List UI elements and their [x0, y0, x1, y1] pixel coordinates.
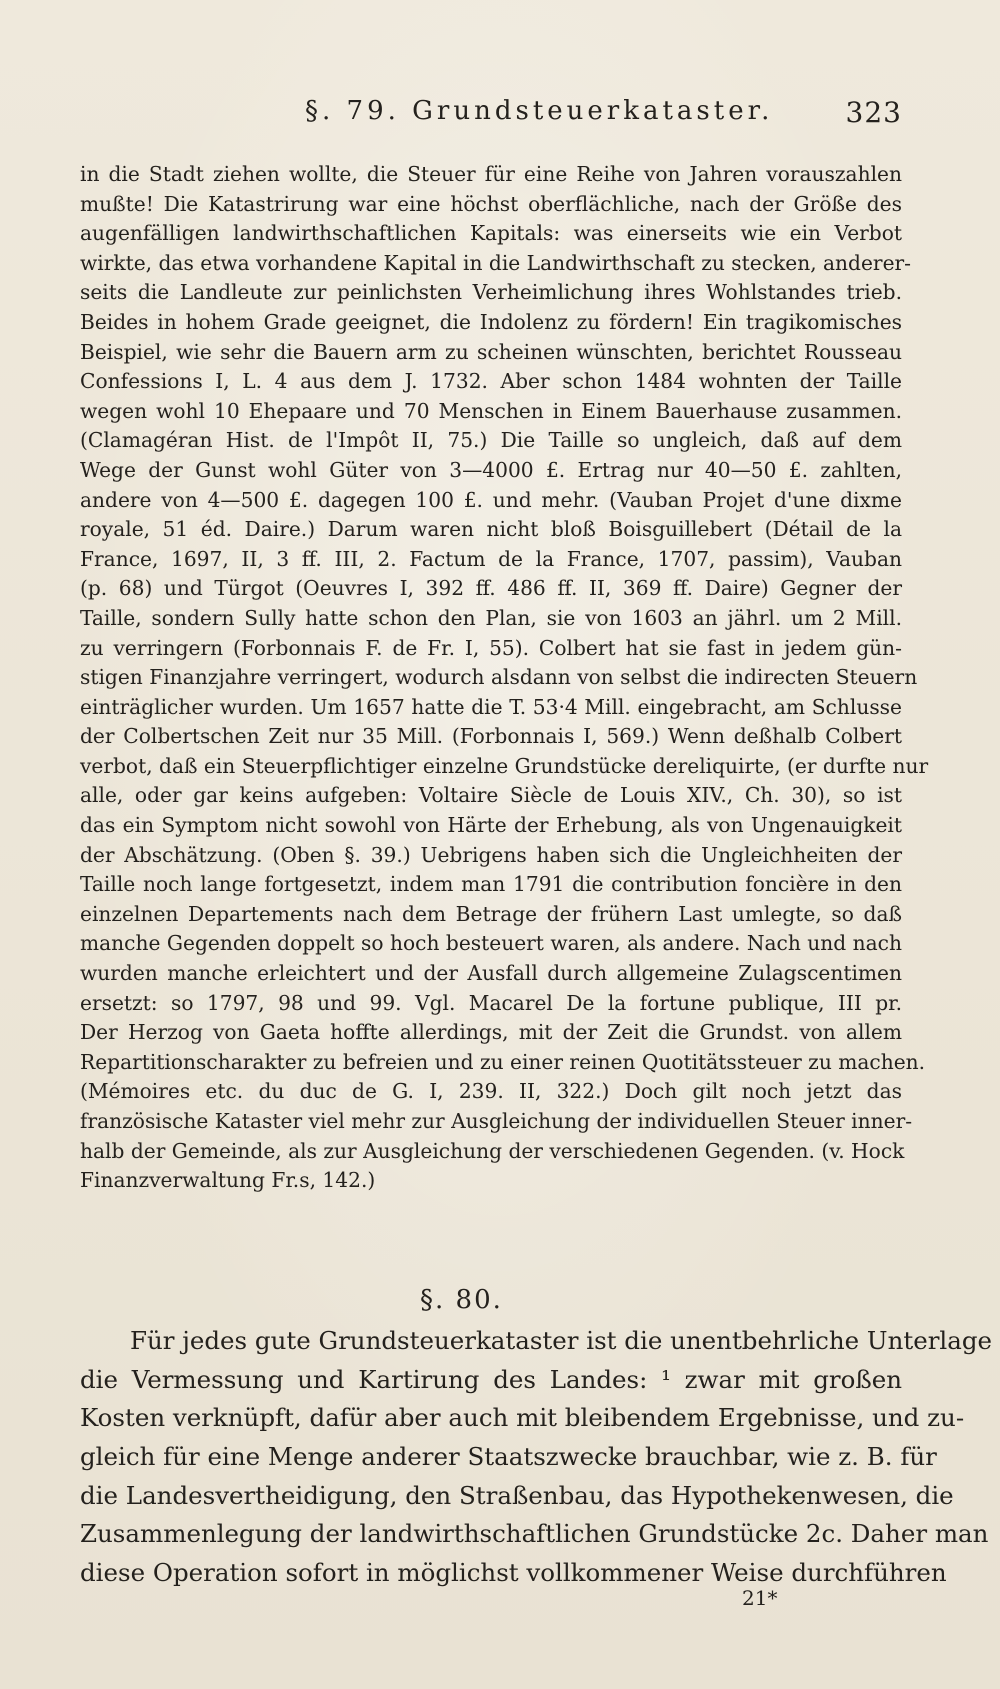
note-line: zu verringern (Forbonnais F. de Fr. I, 55). Colbert hat sie fast in jedem gün-	[80, 635, 902, 660]
body-line: die Vermessung und Kartirung des Landes: ¹ zwar mit großen	[80, 1364, 902, 1394]
body-line: Zusammenlegung der landwirthschaftlichen Grundstücke 2c. Daher man	[80, 1519, 989, 1549]
note-line: wirkte, das etwa vorhandene Kapital in die Landwirthschaft zu stecken, anderer-	[80, 250, 911, 275]
running-title: §. 79. Grundsteuerkataster.	[305, 96, 774, 126]
note-line: andere von 4—500 £. dagegen 100 £. und mehr. (Vauban Projet d'une dixme	[80, 487, 902, 512]
page-number: 323	[845, 96, 902, 129]
note-line: einträglicher wurden. Um 1657 hatte die T. 53·4 Mill. eingebracht, am Schlusse	[80, 694, 902, 719]
section-heading: §. 80.	[420, 1285, 503, 1315]
note-line: augenfälligen landwirthschaftlichen Kapitals: was einerseits wie ein Verbot	[80, 221, 902, 246]
note-line: France, 1697, II, 3 ff. III, 2. Factum de la France, 1707, passim), Vauban	[80, 546, 902, 571]
note-line: Repartitionscharakter zu befreien und zu einer reinen Quotitätssteuer zu machen.	[80, 1049, 926, 1074]
note-line: wurden manche erleichtert und der Ausfall durch allgemeine Zulagscentimen	[80, 961, 902, 986]
note-line: (Clamagéran Hist. de l'Impôt II, 75.) Die Taille so ungleich, daß auf dem	[80, 428, 902, 453]
note-line: (Mémoires etc. du duc de G. I, 239. II, 322.) Doch gilt noch jetzt das	[80, 1079, 902, 1104]
note-line: Der Herzog von Gaeta hoffte allerdings, mit der Zeit die Grundst. von allem	[80, 1020, 902, 1045]
footnote-continuation	[80, 160, 929, 1196]
note-line: einzelnen Departements nach dem Betrage der frühern Last umlegte, so daß	[80, 901, 902, 926]
note-line: Finanzverwaltung Fr.s, 142.)	[80, 1168, 376, 1193]
note-line: verbot, daß ein Steuerpflichtiger einzelne Grundstücke dereliquirte, (er durfte nur	[80, 753, 929, 778]
note-line: das ein Symptom nicht sowohl von Härte der Erhebung, als von Ungenauigkeit	[80, 813, 902, 838]
note-line: stigen Finanzjahre verringert, wodurch alsdann von selbst die indirecten Steuern	[80, 665, 918, 690]
note-line: der Abschätzung. (Oben §. 39.) Uebrigens haben sich die Ungleichheiten der	[80, 842, 902, 867]
note-line: Taille, sondern Sully hatte schon den Plan, sie von 1603 an jährl. um 2 Mill.	[80, 605, 902, 630]
note-line: alle, oder gar keins aufgeben: Voltaire Siècle de Louis XIV., Ch. 30), so ist	[80, 783, 902, 808]
note-line: (p. 68) und Türgot (Oeuvres I, 392 ff. 486 ff. II, 369 ff. Daire) Gegner der	[80, 576, 902, 601]
note-line: Confessions I, L. 4 aus dem J. 1732. Aber schon 1484 wohnten der Taille	[80, 369, 902, 394]
note-line: ersetzt: so 1797, 98 und 99. Vgl. Macarel De la fortune publique, III pr.	[80, 990, 902, 1015]
note-line: Taille noch lange fortgesetzt, indem man 1791 die contribution foncière in den	[80, 872, 902, 897]
note-line: royale, 51 éd. Daire.) Darum waren nicht bloß Boisguillebert (Détail de la	[80, 517, 902, 542]
note-line: Beides in hohem Grade geeignet, die Indolenz zu fördern! Ein tragikomisches	[80, 309, 902, 334]
note-line: mußte! Die Katastrirung war eine höchst oberflächliche, nach der Größe des	[80, 191, 902, 216]
body-line: die Landesvertheidigung, den Straßenbau, das Hypothekenwesen, die	[80, 1480, 954, 1510]
note-line: wegen wohl 10 Ehepaare und 70 Menschen in Einem Bauerhause zusammen.	[80, 398, 902, 423]
note-line: in die Stadt ziehen wollte, die Steuer für eine Reihe von Jahren vorauszahlen	[80, 162, 902, 186]
note-line: Beispiel, wie sehr die Bauern arm zu scheinen wünschten, berichtet Rousseau	[80, 339, 902, 364]
note-line: der Colbertschen Zeit nur 35 Mill. (Forbonnais I, 569.) Wenn deßhalb Colbert	[80, 724, 902, 749]
note-line: französische Kataster viel mehr zur Ausgleichung der individuellen Steuer inner-	[80, 1109, 913, 1133]
running-header	[80, 96, 902, 140]
body-line: Für jedes gute Grundsteuerkataster ist die unentbehrliche Unterlage	[130, 1326, 993, 1355]
body-line: gleich für eine Menge anderer Staatszwecke brauchbar, wie z. B. für	[80, 1442, 937, 1472]
note-line: manche Gegenden doppelt so hoch besteuert waren, als andere. Nach und nach	[80, 931, 902, 956]
signature-mark: 21*	[742, 1586, 778, 1610]
body-line: diese Operation sofort in möglichst vollkommener Weise durchführen	[80, 1558, 947, 1588]
body-line: Kosten verknüpft, dafür aber auch mit bleibendem Ergebnisse, und zu-	[80, 1403, 965, 1433]
section-body	[80, 1322, 993, 1593]
note-line: seits die Landleute zur peinlichsten Verheimlichung ihres Wohlstandes trieb.	[80, 280, 902, 305]
note-line: halb der Gemeinde, als zur Ausgleichung der verschiedenen Gegenden. (v. Hock	[80, 1138, 905, 1163]
note-line: Wege der Gunst wohl Güter von 3—4000 £. Ertrag nur 40—50 £. zahlten,	[80, 457, 902, 482]
